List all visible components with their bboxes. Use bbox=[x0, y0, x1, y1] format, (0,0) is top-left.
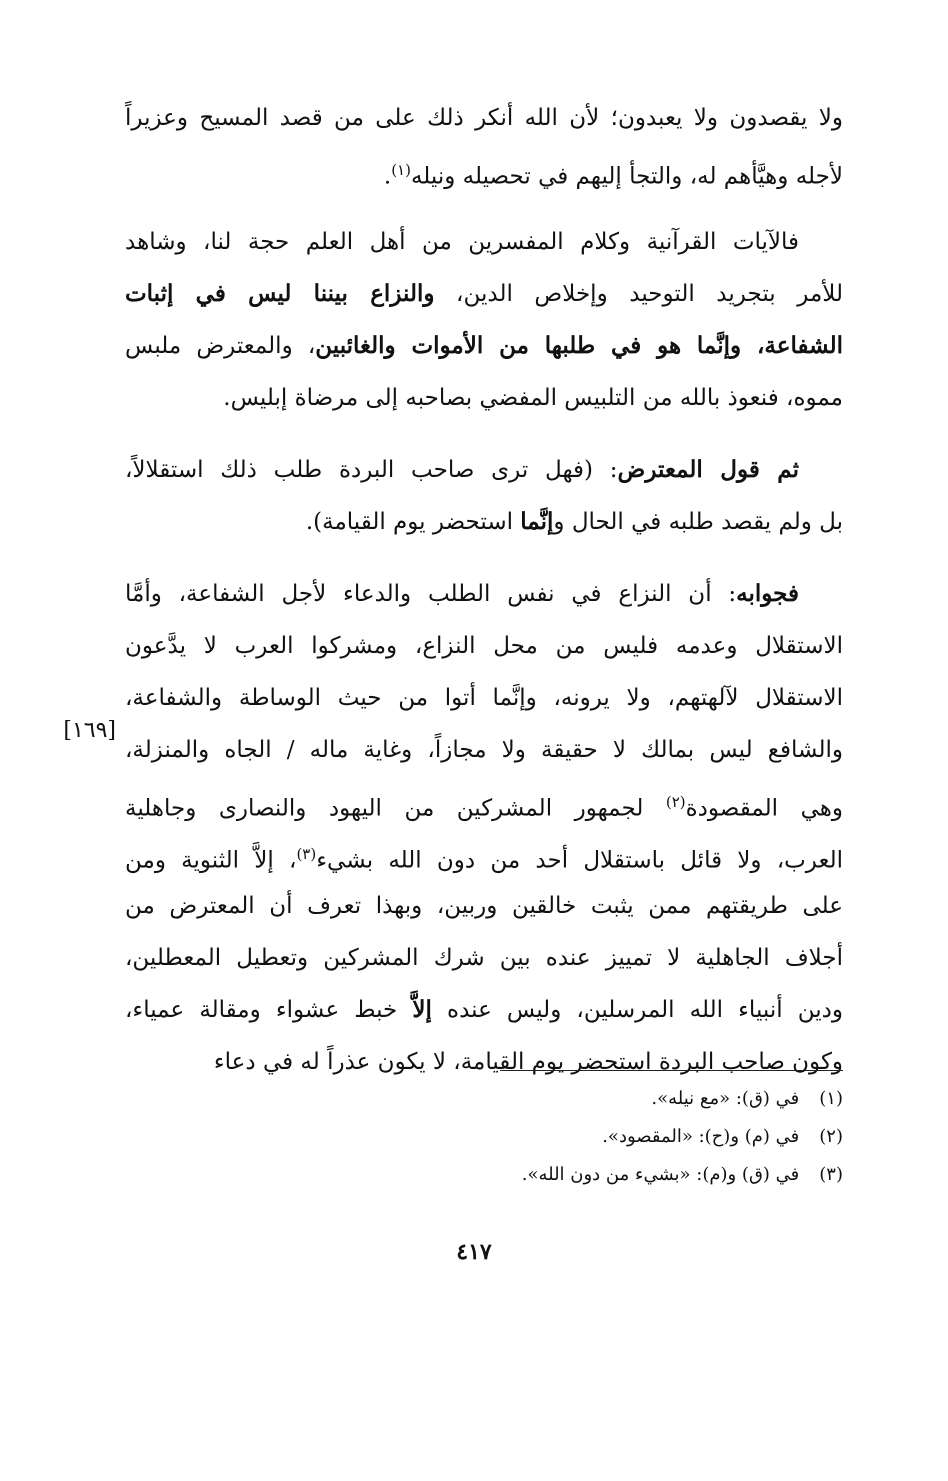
text-run: فالآيات القرآنية وكلام المفسرين من أهل العلم حجة لنا، وشاهد bbox=[125, 229, 799, 255]
text-run: ودين أنبياء الله المرسلين، وليس عنده bbox=[431, 997, 843, 1023]
text-line bbox=[125, 496, 843, 548]
paragraph-gap bbox=[125, 196, 843, 216]
text-line bbox=[125, 144, 843, 196]
paragraph bbox=[125, 92, 843, 196]
text-line bbox=[125, 724, 843, 776]
bold-text: فجوابه bbox=[736, 580, 799, 607]
text-line bbox=[125, 320, 843, 372]
footnote-marker: (٣) bbox=[296, 845, 317, 863]
footnote bbox=[125, 1118, 843, 1156]
footnote bbox=[125, 1080, 843, 1118]
text-run: لجمهور المشركين من اليهود والنصارى وجاهلية bbox=[125, 795, 666, 822]
text-run: مموه، فنعوذ بالله من التلبيس المفضي بصاحبه إلى مرضاة إبليس. bbox=[223, 385, 843, 411]
text-line bbox=[125, 92, 843, 144]
text-line bbox=[125, 932, 843, 984]
main-text-body bbox=[125, 92, 843, 1088]
paragraph-gap bbox=[125, 424, 843, 444]
text-run: بل ولم يقصد طلبه في الحال و bbox=[553, 509, 843, 535]
text-line bbox=[125, 984, 843, 1036]
text-run: للأمر بتجريد التوحيد وإخلاص الدين، bbox=[434, 281, 843, 307]
footnote-number: (١) bbox=[819, 1088, 843, 1109]
text-run: ، إلاَّ الثنوية ومن bbox=[125, 847, 297, 874]
text-run: : أن النزاع في نفس الطلب والدعاء لأجل الشفاعة، وأمَّا bbox=[125, 581, 737, 607]
text-run: أجلاف الجاهلية لا تمييز عنده بين شرك المشركين وتعطيل المعطلين، bbox=[125, 945, 843, 971]
bold-text: إنَّما bbox=[520, 508, 554, 535]
text-run: الاستقلال لآلهتهم، ولا يرونه، وإنَّما أتوا من حيث الوساطة والشفاعة، bbox=[125, 685, 843, 711]
paragraph bbox=[125, 568, 843, 1088]
page-number: ٤١٧ bbox=[456, 1239, 492, 1265]
bold-text: إلاَّ bbox=[412, 996, 432, 1023]
text-run: . bbox=[383, 163, 392, 190]
text-run: وكون صاحب البردة استحضر يوم القيامة، لا يكون عذراً له في دعاء bbox=[213, 1049, 843, 1075]
text-run: ولا يقصدون ولا يعبدون؛ لأن الله أنكر ذلك على من قصد المسيح وعزيراً bbox=[125, 105, 843, 131]
footnote-marker: (١) bbox=[391, 161, 411, 179]
text-run: وهي المقصودة bbox=[685, 795, 843, 822]
text-line bbox=[125, 444, 843, 496]
margin-page-reference: [١٦٩] bbox=[63, 718, 116, 743]
text-line bbox=[125, 216, 843, 268]
text-line bbox=[125, 568, 843, 620]
text-run: ، والمعترض ملبس bbox=[125, 333, 316, 359]
text-line bbox=[125, 828, 843, 880]
footnote-text: في (ق) و(م): «بشيء من دون الله». bbox=[521, 1164, 800, 1185]
text-run: الاستقلال وعدمه فليس من محل النزاع، ومشركوا العرب لا يدَّعون bbox=[125, 633, 843, 659]
footnote-text: في (م) و(ح): «المقصود». bbox=[602, 1126, 800, 1147]
footnote bbox=[125, 1156, 843, 1194]
text-line bbox=[125, 776, 843, 828]
text-line bbox=[125, 372, 843, 424]
text-run: : (فهل ترى صاحب البردة طلب ذلك استقلالاً، bbox=[125, 457, 618, 483]
paragraph bbox=[125, 216, 843, 424]
paragraph bbox=[125, 444, 843, 548]
text-run: والشافع ليس بمالك لا حقيقة ولا مجازاً، وغاية ماله / الجاه والمنزلة، bbox=[125, 737, 843, 763]
text-run: على طريقتهم ممن يثبت خالقين وربين، وبهذا تعرف أن المعترض من bbox=[125, 893, 843, 919]
footnote-text: في (ق): «مع نيله». bbox=[651, 1088, 800, 1109]
footnote-number: (٢) bbox=[819, 1126, 843, 1147]
footnote-separator bbox=[500, 1070, 843, 1071]
text-line bbox=[125, 268, 843, 320]
footnote-marker: (٢) bbox=[665, 793, 686, 811]
text-run: لأجله وهيَّأهم له، والتجأ إليهم في تحصيله ونيله bbox=[410, 163, 843, 190]
text-run: استحضر يوم القيامة). bbox=[305, 509, 521, 535]
footnotes bbox=[125, 1080, 843, 1194]
text-line bbox=[125, 880, 843, 932]
text-run: خبط عشواء ومقالة عمياء، bbox=[125, 997, 413, 1023]
bold-text: الشفاعة، وإنَّما هو في طلبها من الأموات والغائبين bbox=[315, 332, 843, 359]
text-run: العرب، ولا قائل باستقلال أحد من دون الله بشيء bbox=[316, 847, 843, 874]
bold-text: ثم قول المعترض bbox=[617, 456, 799, 483]
bold-text: والنزاع بيننا ليس في إثبات bbox=[125, 280, 435, 307]
footnote-number: (٣) bbox=[819, 1164, 843, 1185]
text-line bbox=[125, 620, 843, 672]
paragraph-gap bbox=[125, 548, 843, 568]
text-line bbox=[125, 672, 843, 724]
